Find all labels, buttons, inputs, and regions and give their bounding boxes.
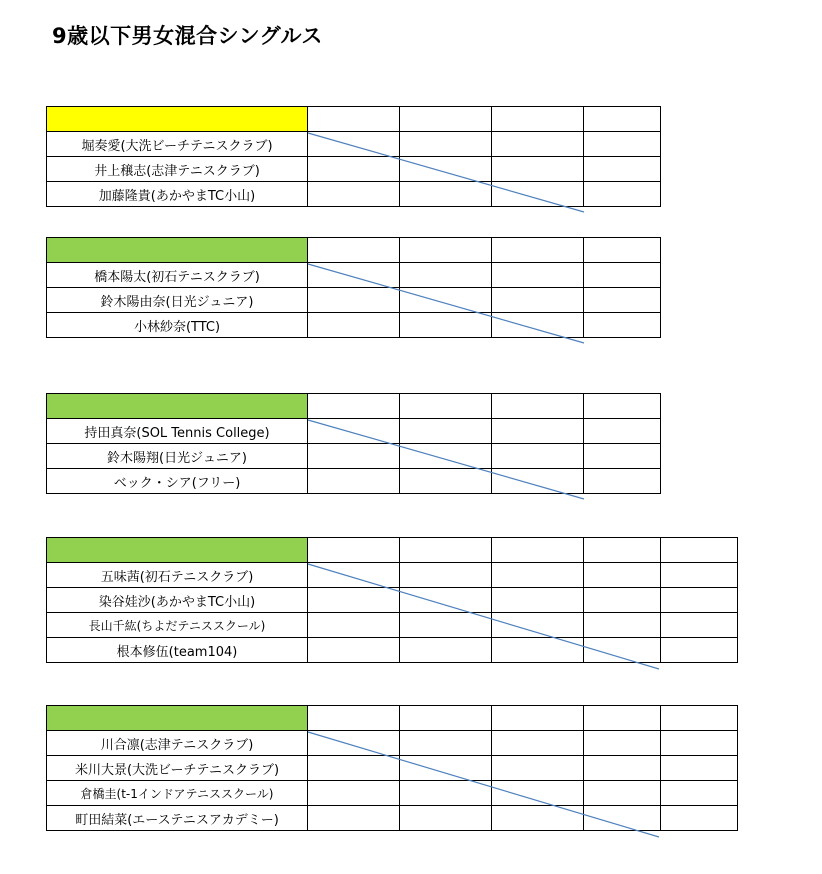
group-header-cell — [47, 238, 308, 263]
result-cell — [400, 706, 492, 731]
result-cell — [492, 469, 584, 494]
result-cell — [584, 638, 661, 663]
result-cell — [400, 638, 492, 663]
player-row — [47, 313, 661, 338]
result-cell — [584, 588, 661, 613]
result-cell — [661, 538, 738, 563]
result-cell — [584, 288, 661, 313]
result-cell — [308, 731, 400, 756]
player-name: 持田真奈(SOL Tennis College) — [47, 419, 308, 444]
result-cell — [400, 182, 492, 207]
result-cell — [400, 444, 492, 469]
result-cell — [661, 806, 738, 831]
result-cell — [661, 563, 738, 588]
player-row — [47, 263, 661, 288]
result-cell — [308, 444, 400, 469]
result-cell — [492, 182, 584, 207]
result-cell — [492, 288, 584, 313]
group-header-row — [47, 706, 738, 731]
group-header-cell — [47, 706, 308, 731]
player-row — [47, 731, 738, 756]
player-name: 染谷娃沙(あかやまTC小山) — [47, 588, 308, 613]
player-name: 根本修伍(team104) — [47, 638, 308, 663]
result-cell — [308, 756, 400, 781]
result-cell — [492, 706, 584, 731]
group-header-row — [47, 394, 661, 419]
result-cell — [400, 781, 492, 806]
player-name: 倉橋圭(t-1インドアテニススクール) — [47, 781, 308, 806]
result-cell — [492, 238, 584, 263]
group-2-table — [46, 237, 661, 338]
result-cell — [584, 238, 661, 263]
result-cell — [584, 263, 661, 288]
player-name: 五味茜(初石テニスクラブ) — [47, 563, 308, 588]
result-cell — [584, 107, 661, 132]
result-cell — [308, 638, 400, 663]
result-cell — [400, 588, 492, 613]
result-cell — [400, 731, 492, 756]
result-cell — [492, 132, 584, 157]
result-cell — [308, 538, 400, 563]
player-name: 小林紗奈(TTC) — [47, 313, 308, 338]
result-cell — [584, 182, 661, 207]
result-cell — [584, 706, 661, 731]
result-cell — [661, 781, 738, 806]
result-cell — [661, 756, 738, 781]
result-cell — [584, 731, 661, 756]
result-cell — [308, 419, 400, 444]
player-row — [47, 288, 661, 313]
result-cell — [400, 107, 492, 132]
player-name: 川合凛(志津テニスクラブ) — [47, 731, 308, 756]
result-cell — [661, 706, 738, 731]
group-4-table — [46, 537, 738, 663]
result-cell — [584, 419, 661, 444]
result-cell — [400, 419, 492, 444]
result-cell — [584, 613, 661, 638]
group-header-row — [47, 538, 738, 563]
result-cell — [308, 157, 400, 182]
result-cell — [400, 238, 492, 263]
player-row — [47, 588, 738, 613]
result-cell — [400, 313, 492, 338]
result-cell — [584, 806, 661, 831]
result-cell — [492, 731, 584, 756]
result-cell — [584, 469, 661, 494]
result-cell — [584, 538, 661, 563]
result-cell — [400, 469, 492, 494]
result-cell — [661, 731, 738, 756]
player-name: 加藤隆貴(あかやまTC小山) — [47, 182, 308, 207]
result-cell — [400, 538, 492, 563]
result-cell — [400, 132, 492, 157]
result-cell — [492, 419, 584, 444]
result-cell — [308, 288, 400, 313]
result-cell — [492, 781, 584, 806]
result-cell — [400, 288, 492, 313]
result-cell — [492, 613, 584, 638]
result-cell — [400, 613, 492, 638]
result-cell — [492, 806, 584, 831]
group-header-row — [47, 107, 661, 132]
result-cell — [584, 781, 661, 806]
player-name: 長山千紘(ちよだテニススクール) — [47, 613, 308, 638]
group-header-cell — [47, 394, 308, 419]
result-cell — [308, 182, 400, 207]
player-name: 堀奏愛(大洗ビーチテニスクラブ) — [47, 132, 308, 157]
group-header-row — [47, 238, 661, 263]
result-cell — [308, 469, 400, 494]
result-cell — [584, 157, 661, 182]
player-name: 井上穣志(志津テニスクラブ) — [47, 157, 308, 182]
player-row — [47, 756, 738, 781]
result-cell — [308, 313, 400, 338]
player-name: ベック・シア(フリー) — [47, 469, 308, 494]
result-cell — [492, 563, 584, 588]
result-cell — [400, 157, 492, 182]
player-name: 鈴木陽翔(日光ジュニア) — [47, 444, 308, 469]
result-cell — [492, 263, 584, 288]
result-cell — [308, 806, 400, 831]
result-cell — [584, 756, 661, 781]
result-cell — [584, 313, 661, 338]
group-5-table — [46, 705, 738, 831]
result-cell — [400, 394, 492, 419]
result-cell — [308, 588, 400, 613]
result-cell — [308, 706, 400, 731]
result-cell — [308, 563, 400, 588]
result-cell — [492, 588, 584, 613]
result-cell — [492, 313, 584, 338]
result-cell — [492, 756, 584, 781]
result-cell — [308, 394, 400, 419]
player-row — [47, 638, 738, 663]
player-row — [47, 132, 661, 157]
player-row — [47, 182, 661, 207]
result-cell — [308, 781, 400, 806]
result-cell — [400, 806, 492, 831]
result-cell — [584, 563, 661, 588]
player-row — [47, 157, 661, 182]
player-name: 米川大景(大洗ビーチテニスクラブ) — [47, 756, 308, 781]
page-title: 9歳以下男女混合シングルス — [52, 24, 323, 48]
result-cell — [584, 444, 661, 469]
result-cell — [661, 638, 738, 663]
result-cell — [400, 756, 492, 781]
result-cell — [492, 538, 584, 563]
result-cell — [308, 132, 400, 157]
player-row — [47, 419, 661, 444]
result-cell — [400, 563, 492, 588]
result-cell — [492, 157, 584, 182]
player-row — [47, 613, 738, 638]
result-cell — [584, 132, 661, 157]
group-3-table — [46, 393, 661, 494]
result-cell — [308, 263, 400, 288]
result-cell — [308, 107, 400, 132]
player-name: 町田結菜(エーステニスアカデミー) — [47, 806, 308, 831]
player-row — [47, 444, 661, 469]
result-cell — [492, 444, 584, 469]
result-cell — [308, 238, 400, 263]
result-cell — [492, 107, 584, 132]
player-name: 鈴木陽由奈(日光ジュニア) — [47, 288, 308, 313]
result-cell — [661, 613, 738, 638]
result-cell — [308, 613, 400, 638]
result-cell — [492, 638, 584, 663]
group-header-cell — [47, 107, 308, 132]
player-row — [47, 806, 738, 831]
result-cell — [400, 263, 492, 288]
group-1-table — [46, 106, 661, 207]
group-header-cell — [47, 538, 308, 563]
player-row — [47, 781, 738, 806]
result-cell — [492, 394, 584, 419]
result-cell — [584, 394, 661, 419]
player-row — [47, 469, 661, 494]
player-row — [47, 563, 738, 588]
player-name: 橋本陽太(初石テニスクラブ) — [47, 263, 308, 288]
result-cell — [661, 588, 738, 613]
